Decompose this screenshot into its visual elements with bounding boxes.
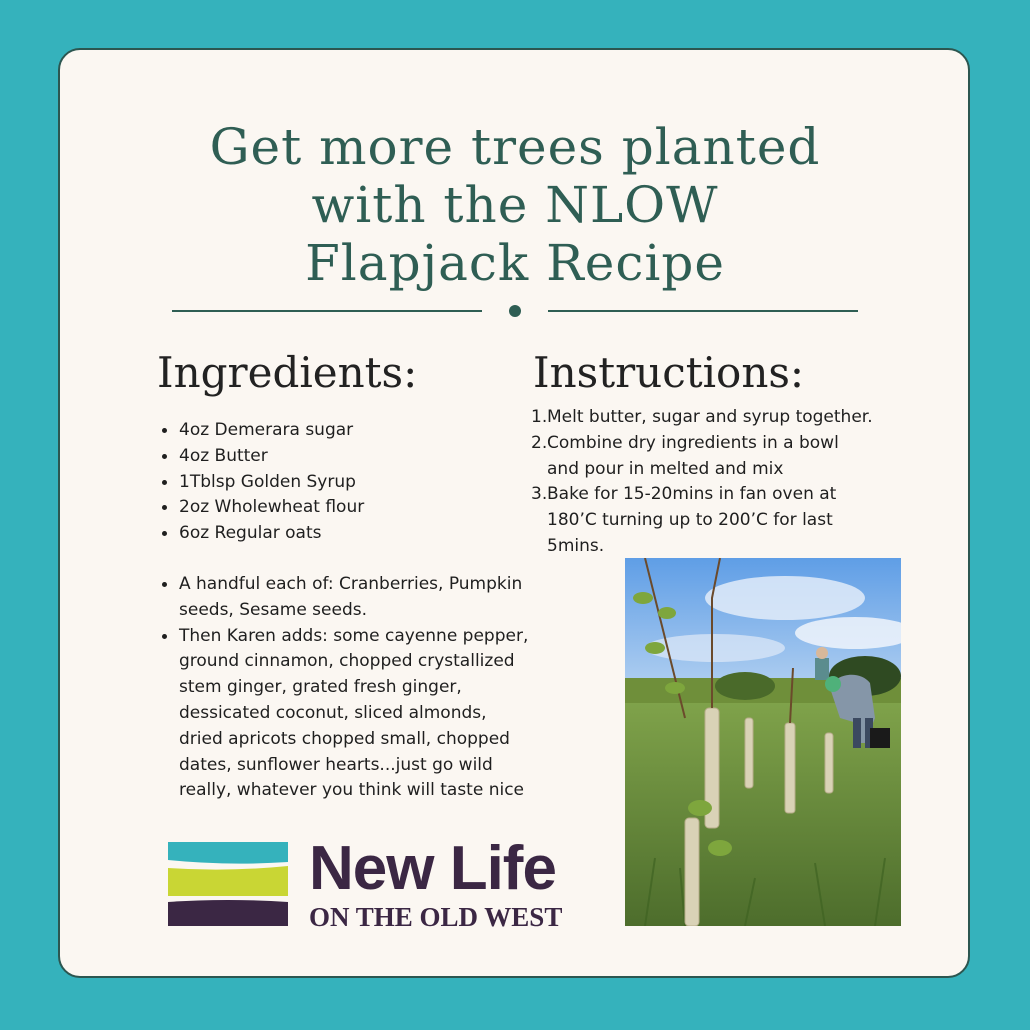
tree-planting-photo: [625, 558, 901, 926]
extra-item: Then Karen adds: some cayenne pepper, ground cinnamon, chopped crystallized stem ginger, grated fresh ginger, dessicated coconut, sliced almonds, dried apricots chopped small, chopped dates, sunflower hearts...just go wild really, whatever you think will taste nice: [179, 624, 529, 805]
divider-left: [172, 310, 482, 312]
extras-list: [159, 572, 529, 804]
logo-stripes-icon: [168, 838, 308, 933]
step-text: Bake for 15-20mins in fan oven at 180’C turning up to 200’C for last 5mins.: [547, 484, 837, 556]
title-line-3: Flapjack Recipe: [305, 234, 725, 292]
step-number: 2.: [531, 432, 548, 453]
instruction-step: [531, 482, 911, 559]
ingredient-item: 6oz Regular oats: [179, 521, 509, 547]
logo-wordmark: [309, 834, 563, 932]
step-text: Melt butter, sugar and syrup together.: [547, 407, 873, 427]
page-title: [0, 118, 1030, 292]
instruction-step: [531, 405, 911, 431]
instruction-step: [531, 431, 911, 483]
ingredient-item: 1Tblsp Golden Syrup: [179, 470, 509, 496]
logo-line-2: ON THE OLD WEST: [309, 902, 563, 932]
title-line-2: with the NLOW: [311, 176, 719, 234]
ingredients-list: [159, 418, 509, 547]
divider-right: [548, 310, 858, 312]
divider-dot: [509, 305, 521, 317]
step-text: Combine dry ingredients in a bowl and pour in melted and mix: [547, 432, 839, 479]
step-number: 3.: [531, 484, 548, 505]
instructions-list: [531, 405, 911, 560]
extra-item: A handful each of: Cranberries, Pumpkin seeds, Sesame seeds.: [179, 572, 529, 624]
step-number: 1.: [531, 407, 548, 427]
ingredient-item: 4oz Demerara sugar: [179, 418, 509, 444]
ingredient-item: 2oz Wholewheat flour: [179, 495, 509, 521]
logo-line-1: New Life: [309, 834, 556, 903]
instructions-heading: Instructions:: [533, 348, 805, 397]
title-line-1: Get more trees planted: [209, 118, 821, 176]
ingredients-heading: Ingredients:: [157, 348, 418, 397]
ingredient-item: 4oz Butter: [179, 444, 509, 470]
